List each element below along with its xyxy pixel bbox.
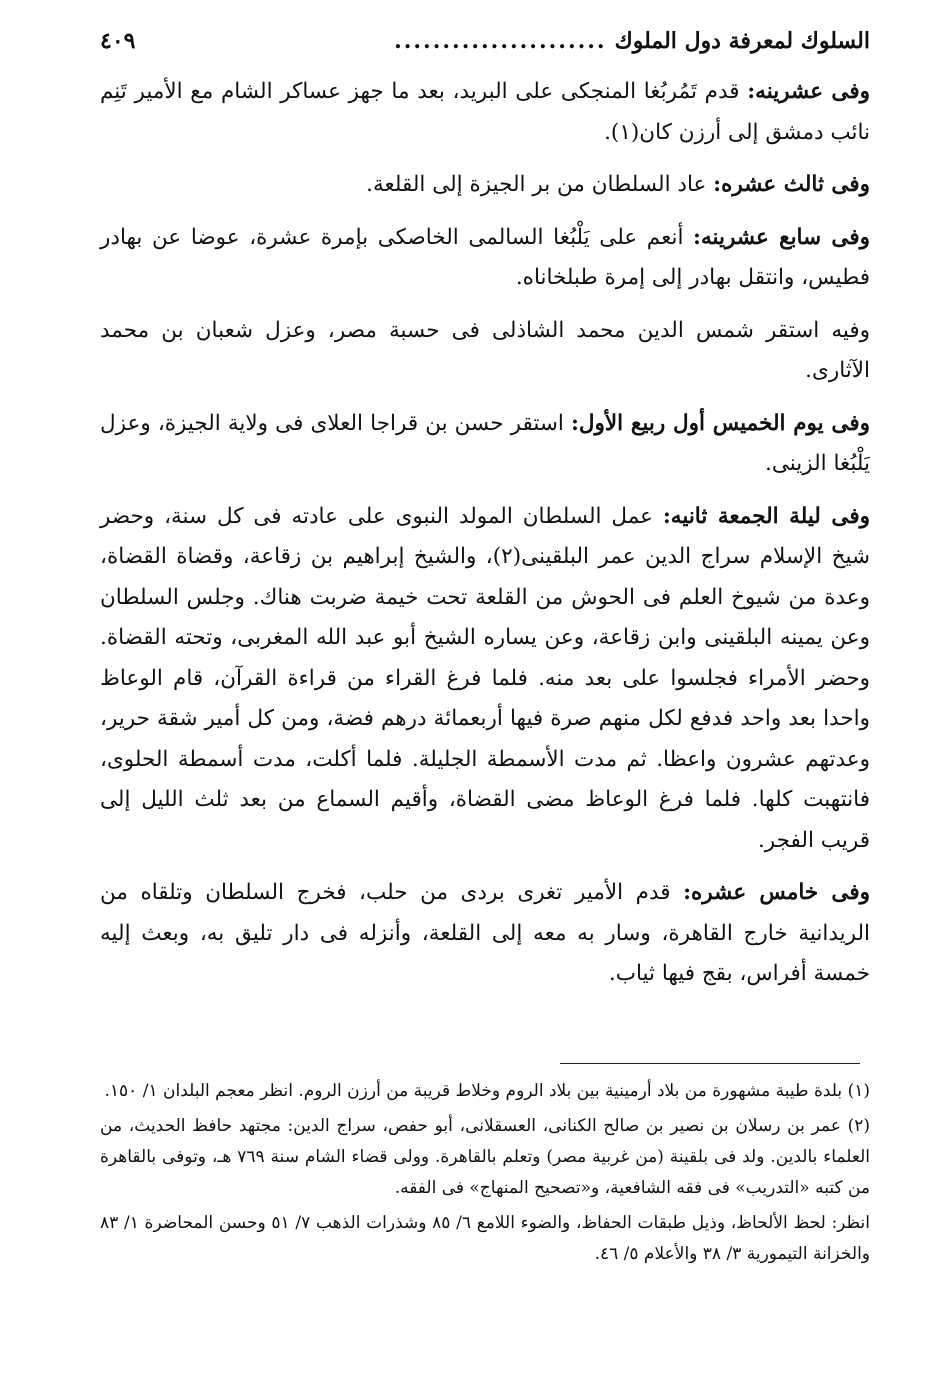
page-number: ٤٠٩ <box>100 28 136 54</box>
paragraph-lead: وفى ثالث عشره: <box>713 172 870 197</box>
paragraph-lead: وفى ليلة الجمعة ثانيه: <box>662 503 870 529</box>
header-leader-dots: ...................... <box>394 28 607 54</box>
paragraph-lead: وفى خامس عشره: <box>683 880 870 905</box>
footnote: (١) بلدة طيبة مشهورة من بلاد أرمينية بين بلاد الروم وخلاط قريبة من أرزن الروم. انظر معجم البلدان ١/ ١٥٠. <box>104 1081 870 1101</box>
paragraph-text: وفيه استقر شمس الدين محمد الشاذلى فى حسبة مصر، وعزل شعبان بن محمد الآثارى. <box>100 317 870 383</box>
paragraph <box>100 72 870 153</box>
paragraph-text: قدم تَمُربُغا المنجكى على البريد، بعد ما جهز عساكر الشام مع الأمير تَنِم نائب دمشق إلى أرزن كان(١). <box>100 79 870 145</box>
footnote-separator <box>560 1063 860 1064</box>
paragraph <box>100 497 870 862</box>
paragraph-lead: وفى يوم الخميس أول ربيع الأول: <box>570 410 870 436</box>
footnote: (٢) عمر بن رسلان بن نصير بن صالح الكنانى، العسقلانى، أبو حفص، سراج الدين: مجتهد حافظ الحديث، من العلماء بالدين. ولد فى بلقينة (من غربية مصر) وتعلم بالقاهرة. وولى قضاء الشام سنة ٧٦٩ هـ، وتوفى بالقاهرة من كتبه «التدريب» فى فقه الشافعية، و«تصحيح المنهاج» فى الفقه. <box>100 1116 870 1198</box>
paragraph <box>100 165 870 206</box>
paragraph <box>100 404 870 485</box>
footnotes <box>100 1076 870 1274</box>
book-title: السلوك لمعرفة دول الملوك <box>614 28 870 54</box>
paragraph-text: قدم الأمير تغرى بردى من حلب، فخرج السلطان وتلقاه من الريدانية خارج القاهرة، وسار به معه إلى القلعة، وأنزله فى دار تليق به، وبعث إليه خمسة أفراس، بقج فيها ثياب. <box>100 880 870 986</box>
paragraph-text: أنعم على يَلْبُغا السالمى الخاصكى بإمرة عشرة، عوضا عن بهادر فطيس، وانتقل بهادر إلى إمرة طبلخاناه. <box>100 224 870 290</box>
paragraph-text: عاد السلطان من بر الجيزة إلى القلعة. <box>366 172 714 197</box>
paragraph-text: استقر حسن بن قراجا العلاى فى ولاية الجيزة، وعزل يَلْبُغا الزينى. <box>100 410 870 476</box>
paragraph <box>100 873 870 995</box>
paragraph-lead: وفى سابع عشرينه: <box>693 224 870 250</box>
paragraph-lead: وفى عشرينه: <box>747 79 871 104</box>
paragraph <box>100 218 870 299</box>
footnote: انظر: لحظ الألحاظ، وذيل طبقات الحفاظ، والضوء اللامع ٦/ ٨٥ وشذرات الذهب ٧/ ٥١ وحسن المحاضرة ١/ ٨٣ والخزانة التيمورية ٣/ ٣٨ والأعلام ٥/ ٤٦. <box>100 1213 870 1264</box>
paragraph <box>100 311 870 392</box>
page-body <box>100 28 870 1007</box>
paragraph-text: عمل السلطان المولد النبوى على عادته فى كل سنة، وحضر شيخ الإسلام سراج الدين عمر البلقينى(٢)، والشيخ إبراهيم بن زقاعة، وقضاة القضاة، وعدة من شيوخ العلم فى الحوش من القلعة تحت خيمة ضربت هناك. وجلس السلطان وعن يمينه البلقينى وابن زقاعة، وعن يساره الشيخ أبو عبد الله المغربى، وتحته القضاة. وحضر الأمراء فجلسوا على بعد منه. فلما فرغ القراء من قراءة القرآن، قام الوعاظ واحدا بعد واحد فدفع لكل منهم صرة فيها أربعمائة درهم فضة، ومن كل أمير شقة حرير، وعدتهم عشرون واعظا. ثم مدت الأسمطة الجليلة. فلما أكلت، مدت أسمطة الحلوى، فانتهبت كلها. فلما فرغ الوعاظ مضى القضاة، وأقيم السماع من بعد ثلث الليل إلى قريب الفجر. <box>100 503 870 853</box>
running-header <box>100 28 870 68</box>
